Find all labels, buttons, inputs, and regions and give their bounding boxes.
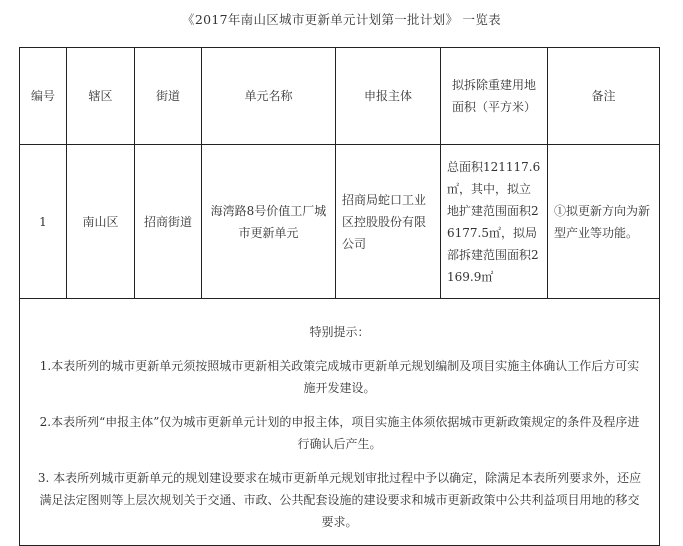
document-title: 《2017年南山区城市更新单元计划第一批计划》 一览表 <box>182 12 501 27</box>
cell-remarks: ①拟更新方向为新型产业等功能。 <box>548 145 660 299</box>
header-district: 辖区 <box>67 48 135 145</box>
note-item-3: 3. 本表所列城市更新单元的规划建设要求在城市更新单元规划审批过程中予以确定，除满足本表所列要求外，还应满足法定图则等上层次规划关于交通、市政、公共配套设施的建设要求和城市更新政策中公共利益项目用地的移交要求。 <box>37 471 642 529</box>
header-no: 编号 <box>20 48 67 145</box>
notes-cell <box>20 299 660 546</box>
cell-district: 南山区 <box>67 145 135 299</box>
cell-no: 1 <box>20 145 67 299</box>
notes-row <box>20 299 660 546</box>
note-item-2: 2.本表所列“申报主体”仅为城市更新单元计划的申报主体，项目实施主体须依据城市更新政策规定的条件及程序进行确认后产生。 <box>39 415 640 451</box>
cell-area: 总面积121117.6㎡，其中，拟立地扩建范围面积26177.5㎡，拟局部拆建范围面积2169.9㎡ <box>441 145 548 299</box>
note-item-1: 1.本表所列的城市更新单元须按照城市更新相关政策完成城市更新单元规划编制及项目实施主体确认工作后方可实施开发建设。 <box>39 359 640 395</box>
cell-applicant: 招商局蛇口工业区控股股份有限公司 <box>336 145 441 299</box>
notes-title: 特别提示： <box>309 325 370 339</box>
header-street: 街道 <box>135 48 202 145</box>
header-unit-name: 单元名称 <box>202 48 336 145</box>
table-header-row <box>20 48 660 145</box>
cell-unit-name: 海湾路8号价值工厂城市更新单元 <box>202 145 336 299</box>
table-row <box>20 145 660 299</box>
header-remarks: 备注 <box>548 48 660 145</box>
plan-table <box>19 47 660 546</box>
header-applicant: 申报主体 <box>336 48 441 145</box>
header-area: 拟拆除重建用地面积（平方米） <box>441 48 548 145</box>
cell-street: 招商街道 <box>135 145 202 299</box>
